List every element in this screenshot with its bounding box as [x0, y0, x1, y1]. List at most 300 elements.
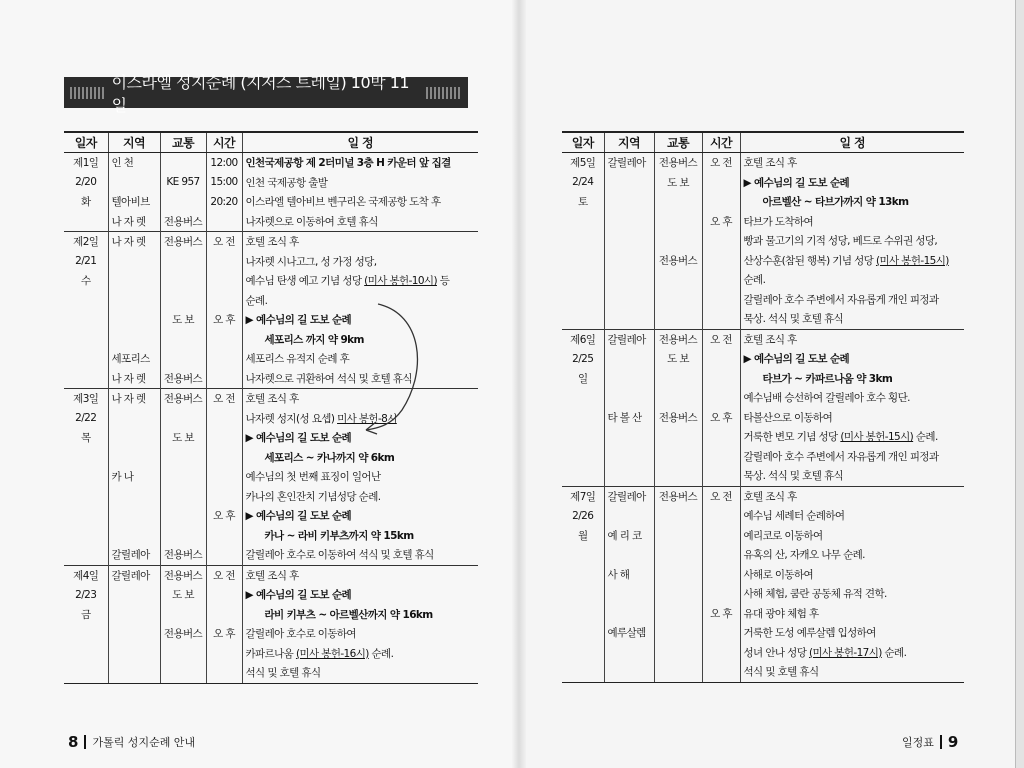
- schedule-cell: [242, 448, 478, 468]
- mass-time-note: (미사 봉헌-17시): [808, 646, 882, 659]
- region-cell: [108, 310, 160, 330]
- region-cell: [108, 487, 160, 507]
- schedule-cell: [740, 545, 964, 565]
- date-cell: [64, 448, 108, 468]
- date-cell: [562, 212, 604, 232]
- schedule-text: 호텔 조식 후: [245, 393, 299, 406]
- region-cell: [604, 251, 654, 271]
- header-region: 지역: [108, 132, 160, 153]
- transport-cell: [654, 584, 702, 604]
- time-cell: [702, 545, 740, 565]
- region-cell: 갈릴레아: [108, 545, 160, 565]
- schedule-text: 타브가 도착하여: [743, 215, 814, 228]
- table-row: [562, 526, 964, 546]
- table-row: [562, 623, 964, 643]
- table-row: [64, 291, 478, 311]
- region-cell: 갈릴레아: [604, 329, 654, 349]
- table-row: [562, 388, 964, 408]
- region-cell: [108, 526, 160, 546]
- table-row: [64, 232, 478, 252]
- schedule-cell: [740, 565, 964, 585]
- table-row: [562, 643, 964, 663]
- schedule-text: 사해로 이동하여: [743, 568, 814, 581]
- region-cell: [604, 173, 654, 193]
- date-cell: 2/20: [64, 173, 108, 193]
- region-cell: [108, 409, 160, 429]
- region-cell: [604, 427, 654, 447]
- schedule-text: 세포리스 ~ 카나까지 약 6km: [264, 451, 395, 464]
- date-cell: [64, 467, 108, 487]
- time-cell: 오 전: [702, 329, 740, 349]
- schedule-cell: [740, 309, 964, 329]
- schedule-text: 묵상. 석식 및 호텔 휴식: [743, 313, 844, 326]
- region-cell: [604, 192, 654, 212]
- time-cell: [206, 467, 242, 487]
- table-row: [64, 565, 478, 585]
- schedule-text-tail: 등: [436, 275, 450, 288]
- schedule-cell: [740, 270, 964, 290]
- transport-cell: 전용버스: [160, 545, 206, 565]
- schedule-text: 갈릴레아 호수로 이동하여: [245, 628, 356, 641]
- table-row: [64, 526, 478, 546]
- page-number: 9: [947, 733, 959, 751]
- region-cell: [108, 173, 160, 193]
- time-cell: 오 후: [702, 604, 740, 624]
- book-spine: [512, 0, 526, 768]
- region-cell: 인 천: [108, 153, 160, 173]
- time-cell: [702, 309, 740, 329]
- time-cell: [702, 251, 740, 271]
- schedule-cell: [242, 389, 478, 409]
- date-cell: [562, 388, 604, 408]
- time-cell: [702, 231, 740, 251]
- time-cell: [702, 565, 740, 585]
- header-time: 시간: [206, 132, 242, 153]
- table-header: [562, 132, 964, 153]
- transport-cell: [160, 271, 206, 291]
- time-cell: [702, 466, 740, 486]
- schedule-text-tail: 순례.: [368, 647, 394, 660]
- schedule-cell: [740, 369, 964, 389]
- date-cell: 제6일: [562, 329, 604, 349]
- transport-cell: [654, 212, 702, 232]
- schedule-cell: [740, 329, 964, 349]
- table-row: [64, 271, 478, 291]
- schedule-text: 갈릴레아 호수 주변에서 자유롭게 개인 피정과: [743, 450, 939, 463]
- date-cell: 제3일: [64, 389, 108, 409]
- region-cell: [604, 212, 654, 232]
- region-cell: [108, 624, 160, 644]
- date-cell: [64, 310, 108, 330]
- date-cell: [64, 487, 108, 507]
- ornament-icon: [426, 87, 462, 99]
- table-row: [562, 447, 964, 467]
- schedule-text: 세포리스 까지 약 9km: [264, 333, 364, 346]
- transport-cell: 전용버스: [160, 389, 206, 409]
- date-cell: 월: [562, 526, 604, 546]
- page-edge: [1015, 0, 1024, 768]
- schedule-text: 산상수훈(참된 행복) 기념 성당: [743, 254, 876, 267]
- transport-cell: [160, 526, 206, 546]
- time-cell: [702, 506, 740, 526]
- schedule-text: 예리코로 이동하여: [743, 529, 823, 542]
- table-row: [64, 153, 478, 173]
- transport-cell: [654, 270, 702, 290]
- schedule-text: 유대 광야 체험 후: [743, 607, 819, 620]
- date-cell: [64, 526, 108, 546]
- time-cell: [702, 662, 740, 682]
- date-cell: [64, 644, 108, 664]
- region-cell: [604, 584, 654, 604]
- region-cell: [108, 252, 160, 272]
- region-cell: 사 해: [604, 565, 654, 585]
- date-cell: 2/24: [562, 173, 604, 193]
- transport-cell: KE 957: [160, 173, 206, 193]
- schedule-text: 예수님배 승선하여 갈릴레아 호수 횡단.: [743, 392, 910, 405]
- schedule-cell: [740, 604, 964, 624]
- time-cell: 오 전: [206, 389, 242, 409]
- table-row: [64, 252, 478, 272]
- schedule-cell: [242, 212, 478, 232]
- date-cell: [64, 212, 108, 232]
- date-cell: 수: [64, 271, 108, 291]
- date-cell: [64, 330, 108, 350]
- date-cell: [562, 290, 604, 310]
- date-cell: 금: [64, 605, 108, 625]
- transport-cell: 전용버스: [160, 232, 206, 252]
- table-row: [64, 448, 478, 468]
- time-cell: [206, 369, 242, 389]
- transport-cell: [160, 506, 206, 526]
- region-cell: [604, 466, 654, 486]
- transport-cell: 도 보: [160, 585, 206, 605]
- time-cell: 오 전: [702, 486, 740, 506]
- header-time: 시간: [702, 132, 740, 153]
- mass-time-note: (미사 봉헌-15시): [875, 254, 949, 267]
- date-cell: [562, 251, 604, 271]
- date-cell: [562, 565, 604, 585]
- table-row: [562, 173, 964, 193]
- schedule-text: 카파르나움: [245, 647, 296, 660]
- time-cell: [206, 409, 242, 429]
- page-number: 8: [68, 733, 79, 751]
- schedule-cell: [740, 231, 964, 251]
- schedule-cell: [740, 173, 964, 193]
- table-row: [562, 192, 964, 212]
- time-cell: 오 후: [702, 212, 740, 232]
- banner-title: 이스라엘 성지순례 (지저스 트레일) 10박 11일: [111, 72, 410, 115]
- region-cell: 갈릴레아: [108, 565, 160, 585]
- time-cell: [206, 644, 242, 664]
- table-row: [64, 487, 478, 507]
- table-row: [562, 408, 964, 428]
- time-cell: [702, 173, 740, 193]
- schedule-text: 갈릴레아 호수로 이동하여 석식 및 호텔 휴식: [245, 549, 434, 562]
- schedule-text: 카나의 혼인잔치 기념성당 순례.: [245, 490, 381, 503]
- time-cell: 12:00: [206, 153, 242, 173]
- schedule-cell: [242, 192, 478, 212]
- transport-cell: [160, 605, 206, 625]
- schedule-text: 예수님 탄생 예고 기념 성당: [245, 275, 365, 288]
- time-cell: [702, 369, 740, 389]
- transport-cell: [654, 545, 702, 565]
- footer-right: [902, 733, 958, 751]
- region-cell: 나 자 렛: [108, 389, 160, 409]
- schedule-cell: [740, 290, 964, 310]
- time-cell: 오 전: [206, 565, 242, 585]
- transport-cell: [654, 466, 702, 486]
- ornament-icon: [70, 87, 106, 99]
- time-cell: 오 후: [702, 408, 740, 428]
- schedule-cell: [740, 192, 964, 212]
- schedule-cell: [242, 349, 478, 369]
- schedule-cell: [740, 643, 964, 663]
- date-cell: [562, 604, 604, 624]
- schedule-cell: [242, 409, 478, 429]
- transport-cell: [160, 330, 206, 350]
- region-cell: [108, 271, 160, 291]
- table-row: [562, 466, 964, 486]
- header-region: 지역: [604, 132, 654, 153]
- time-cell: [206, 252, 242, 272]
- time-cell: [206, 349, 242, 369]
- header-date: 일자: [64, 132, 108, 153]
- time-cell: [206, 545, 242, 565]
- date-cell: 2/23: [64, 585, 108, 605]
- schedule-cell: [740, 526, 964, 546]
- region-cell: [604, 604, 654, 624]
- time-cell: [702, 290, 740, 310]
- schedule-text: 거룩한 변모 기념 성당: [743, 431, 841, 444]
- table-row: [64, 192, 478, 212]
- schedule-text: 순례.: [743, 274, 766, 287]
- region-cell: 예 리 코: [604, 526, 654, 546]
- transport-cell: [654, 526, 702, 546]
- date-cell: [562, 427, 604, 447]
- transport-cell: 전용버스: [654, 251, 702, 271]
- schedule-cell: [740, 584, 964, 604]
- time-cell: 오 후: [206, 624, 242, 644]
- date-cell: [562, 408, 604, 428]
- schedule-cell: [242, 153, 478, 173]
- schedule-cell: [242, 624, 478, 644]
- date-cell: 제7일: [562, 486, 604, 506]
- transport-cell: 전용버스: [160, 369, 206, 389]
- time-cell: [206, 448, 242, 468]
- time-cell: [206, 291, 242, 311]
- schedule-cell: [740, 466, 964, 486]
- transport-cell: [160, 252, 206, 272]
- schedule-text: 타볼산으로 이동하여: [743, 411, 833, 424]
- schedule-cell: [740, 623, 964, 643]
- date-cell: 2/25: [562, 349, 604, 369]
- schedule-cell: [740, 408, 964, 428]
- schedule-text: 호텔 조식 후: [743, 490, 797, 503]
- schedule-text: 나자렛 성지(성 요셉): [245, 412, 338, 425]
- transport-cell: 전용버스: [160, 565, 206, 585]
- date-cell: 토: [562, 192, 604, 212]
- transport-cell: [654, 309, 702, 329]
- schedule-cell: [740, 506, 964, 526]
- region-cell: [604, 309, 654, 329]
- time-cell: [702, 526, 740, 546]
- region-cell: [604, 545, 654, 565]
- transport-cell: 전용버스: [160, 624, 206, 644]
- schedule-text: 인천국제공항 제 2터미널 3층 H 카운터 앞 집결: [245, 157, 451, 170]
- header-schedule: 일 정: [242, 132, 478, 153]
- schedule-text: 묵상. 석식 및 호텔 휴식: [743, 470, 844, 483]
- region-cell: [108, 291, 160, 311]
- date-cell: [562, 466, 604, 486]
- time-cell: 20:20: [206, 192, 242, 212]
- schedule-cell: [242, 565, 478, 585]
- schedule-text: 석식 및 호텔 휴식: [743, 666, 819, 679]
- schedule-text: 석식 및 호텔 휴식: [245, 667, 321, 680]
- region-cell: 예루살렘: [604, 623, 654, 643]
- date-cell: [64, 291, 108, 311]
- region-cell: [108, 330, 160, 350]
- region-cell: 갈릴레아: [604, 153, 654, 173]
- table-row: [64, 644, 478, 664]
- transport-cell: 전용버스: [160, 212, 206, 232]
- schedule-cell: [740, 427, 964, 447]
- region-cell: [604, 290, 654, 310]
- table-row: [562, 486, 964, 506]
- schedule-text: 인천 국제공항 출발: [245, 176, 328, 189]
- schedule-text: 세포리스 유적지 순례 후: [245, 353, 350, 366]
- transport-cell: [160, 349, 206, 369]
- transport-cell: 도 보: [654, 349, 702, 369]
- table-row: [562, 427, 964, 447]
- schedule-text: 타브가 ~ 카파르나움 약 3km: [762, 372, 893, 385]
- schedule-text: 호텔 조식 후: [743, 157, 797, 170]
- schedule-cell: [242, 605, 478, 625]
- schedule-text: 아르벨산 ~ 타브가까지 약 13km: [762, 196, 909, 209]
- time-cell: [702, 584, 740, 604]
- transport-cell: [654, 388, 702, 408]
- time-cell: [206, 605, 242, 625]
- schedule-cell: [740, 447, 964, 467]
- time-cell: [206, 487, 242, 507]
- time-cell: [702, 643, 740, 663]
- transport-cell: 도 보: [654, 173, 702, 193]
- time-cell: [206, 271, 242, 291]
- schedule-cell: [740, 388, 964, 408]
- schedule-cell: [242, 173, 478, 193]
- schedule-text: 사해 체험, 쿰란 공동체 유적 견학.: [743, 588, 887, 601]
- region-cell: 나 자 렛: [108, 212, 160, 232]
- date-cell: 화: [64, 192, 108, 212]
- region-cell: [604, 662, 654, 682]
- transport-cell: [160, 644, 206, 664]
- transport-cell: [654, 506, 702, 526]
- transport-cell: [654, 192, 702, 212]
- table-row: [64, 310, 478, 330]
- schedule-cell: [242, 252, 478, 272]
- date-cell: [562, 270, 604, 290]
- schedule-cell: [740, 212, 964, 232]
- date-cell: 제5일: [562, 153, 604, 173]
- transport-cell: [654, 369, 702, 389]
- schedule-text-tail: 순례.: [881, 646, 907, 659]
- date-cell: 2/22: [64, 409, 108, 429]
- header-transport: 교통: [654, 132, 702, 153]
- schedule-text: 카나 ~ 라비 키부츠까지 약 15km: [264, 529, 414, 542]
- table-row: [64, 349, 478, 369]
- table-row: [562, 506, 964, 526]
- schedule-cell: [242, 428, 478, 448]
- date-cell: [562, 643, 604, 663]
- region-cell: [604, 506, 654, 526]
- transport-cell: [654, 290, 702, 310]
- region-cell: 카 나: [108, 467, 160, 487]
- schedule-text: 유혹의 산, 자캐오 나무 순례.: [743, 549, 865, 562]
- table-row: [562, 349, 964, 369]
- schedule-text: 갈릴레아 호수 주변에서 자유롭게 개인 피정과: [743, 293, 939, 306]
- region-cell: [604, 643, 654, 663]
- transport-cell: 도 보: [160, 310, 206, 330]
- transport-cell: [654, 662, 702, 682]
- table-row: [64, 428, 478, 448]
- region-cell: [108, 448, 160, 468]
- schedule-cell: [242, 291, 478, 311]
- transport-cell: [654, 447, 702, 467]
- schedule-text: 호텔 조식 후: [245, 236, 299, 249]
- footer-title: 일정표: [902, 736, 934, 749]
- table-row: [64, 173, 478, 193]
- mass-time-note: (미사 봉헌-16시): [295, 647, 369, 660]
- schedule-text: 예수님의 첫 번째 표징이 일어난: [245, 471, 381, 484]
- header-transport: 교통: [160, 132, 206, 153]
- schedule-cell: [242, 506, 478, 526]
- date-cell: [562, 447, 604, 467]
- mass-time-note: (미사 봉헌-15시): [840, 431, 914, 444]
- transport-cell: [654, 643, 702, 663]
- schedule-cell: [740, 153, 964, 173]
- time-cell: [206, 663, 242, 683]
- transport-cell: [160, 487, 206, 507]
- table-row: [64, 212, 478, 232]
- table-row: [64, 624, 478, 644]
- transport-cell: [160, 192, 206, 212]
- date-cell: 제1일: [64, 153, 108, 173]
- table-row: [562, 369, 964, 389]
- date-cell: [64, 545, 108, 565]
- time-cell: 15:00: [206, 173, 242, 193]
- table-header: [64, 132, 478, 153]
- transport-cell: [160, 663, 206, 683]
- schedule-cell: [740, 251, 964, 271]
- table-row: [562, 565, 964, 585]
- schedule-text: 나자렛 시나고그, 성 가정 성당,: [245, 255, 377, 268]
- region-cell: [108, 506, 160, 526]
- schedule-text: 이스라엘 텔아비브 벤구리온 국제공항 도착 후: [245, 196, 441, 209]
- table-row: [64, 369, 478, 389]
- table-row: [64, 467, 478, 487]
- schedule-text: 거룩한 도성 예루살렘 입성하여: [743, 627, 876, 640]
- time-cell: [206, 330, 242, 350]
- region-cell: 텔아비브: [108, 192, 160, 212]
- table-row: [64, 506, 478, 526]
- footer-title: 가톨릭 성지순례 안내: [92, 736, 196, 749]
- transport-cell: 도 보: [160, 428, 206, 448]
- table-row: [562, 212, 964, 232]
- date-cell: [562, 545, 604, 565]
- region-cell: 세포리스: [108, 349, 160, 369]
- schedule-cell: [242, 369, 478, 389]
- transport-cell: 전용버스: [654, 486, 702, 506]
- schedule-table-right: [562, 131, 964, 683]
